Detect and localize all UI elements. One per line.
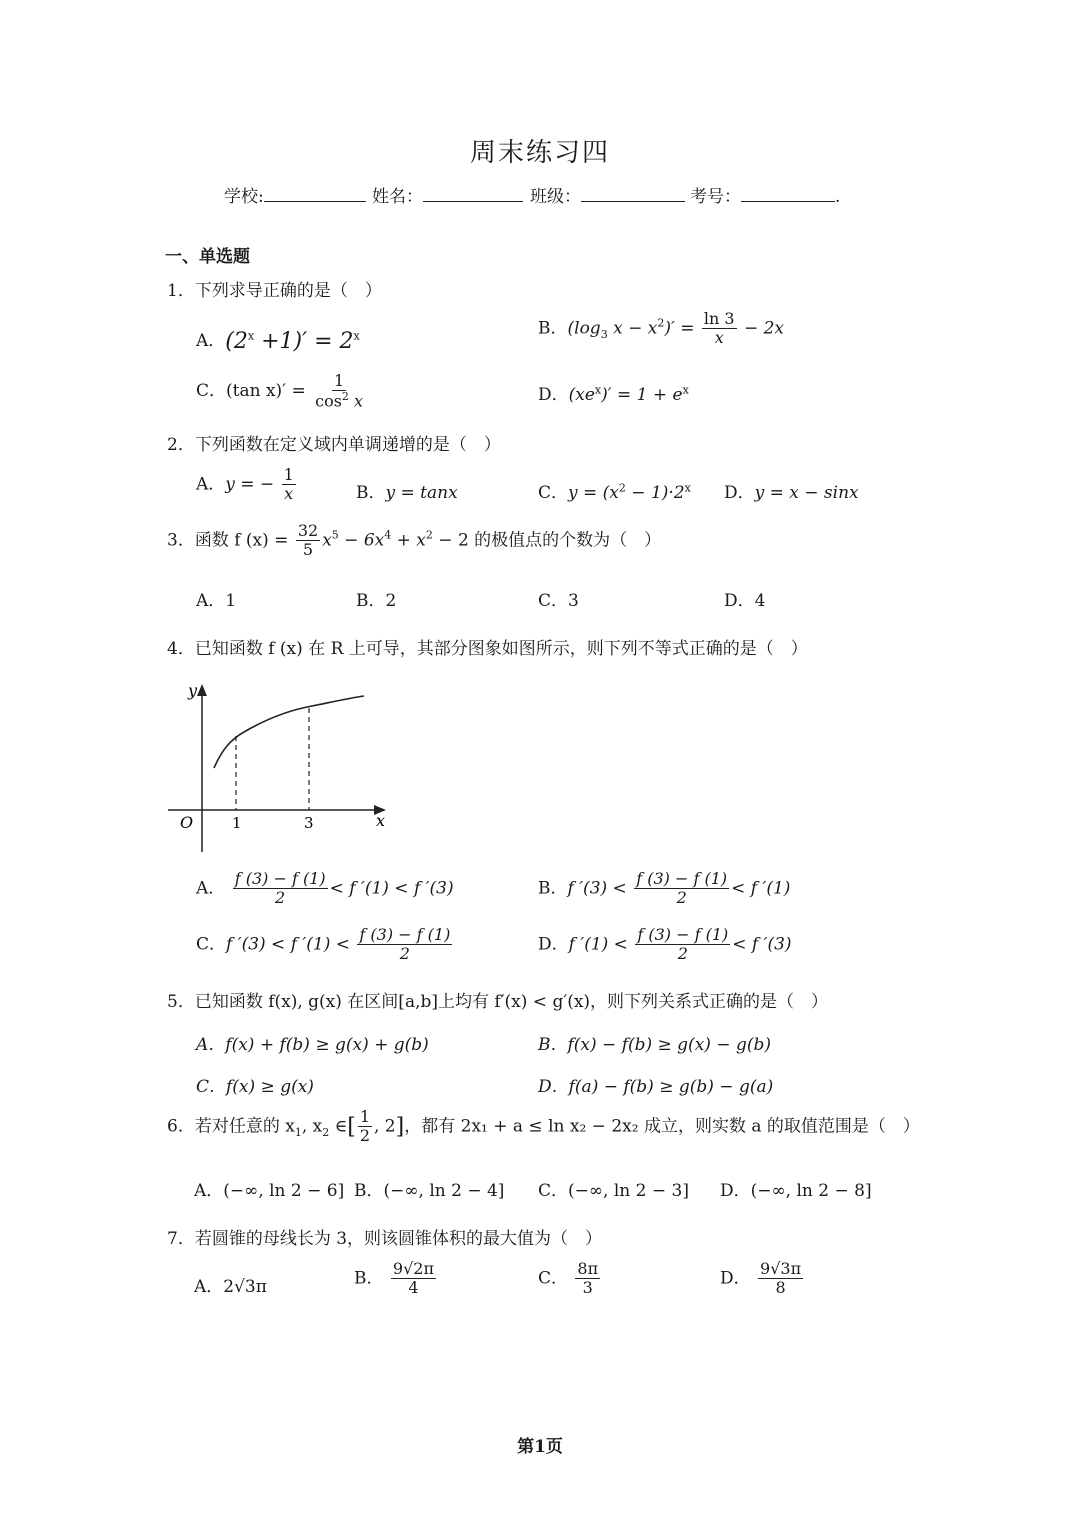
y-axis-arrow xyxy=(197,684,207,696)
q1-option-b: B．($\log_3$ $x - x^2)'$ = $\frac{\ln 3}{x}$ − 2x xyxy=(538,309,785,348)
exam-no-blank xyxy=(741,187,835,202)
q3-option-c: C．3 xyxy=(538,591,579,611)
q4-option-a: A． $\frac{f (3) - f (1)}{2}$ < f ′(1) < f ′(3) xyxy=(196,869,454,908)
q7-option-c: C． $\frac{8\pi}{3}$ xyxy=(538,1259,599,1298)
question-2-stem: 2．下列函数在定义域内单调递增的是（ ） xyxy=(167,435,501,455)
q6-option-c: C．(−∞, ln 2 − 3] xyxy=(538,1181,689,1201)
q4-option-b: B．f ′(3) < $\frac{f (3) - f (1)}{2}$ < f ′(1) xyxy=(538,869,791,908)
q6-option-d: D．(−∞, ln 2 − 8] xyxy=(720,1181,872,1201)
school-field xyxy=(224,182,366,207)
q2-option-d: D．y = x − sinx xyxy=(724,483,859,503)
q4-option-c: C．f ′(3) < f ′(1) < $\frac{f (3) - f (1)}{2}$ xyxy=(196,925,451,964)
q2-option-a: A．y = − $\frac{1}{x}$ xyxy=(196,465,294,504)
name-label: 姓名： xyxy=(372,187,423,207)
q2-option-c: C．$y = (x^2 - 1)\cdot 2^x$ xyxy=(538,481,691,503)
q5-option-d: D．f(a) − f(b) ≥ g(b) − g(a) xyxy=(538,1077,774,1097)
question-6-stem: 6．若对任意的 $x_1$, $x_2$ ∈[ $\frac{1}{2}$ , 2]，都有 2x₁ + a ≤ ln x₂ − 2x₂ 成立，则实数 a 的取值范围是（ ） xyxy=(167,1107,920,1146)
q3-option-a: A．1 xyxy=(196,591,237,611)
question-3-stem: 3．函数 f (x) = $\frac{32}{5}$ $x^5 - 6x^4 + x^2 - 2$ 的极值点的个数为（ ） xyxy=(167,521,662,560)
q5-option-b: B．f(x) − f(b) ≥ g(x) − g(b) xyxy=(538,1035,771,1055)
q4-option-d: D．f ′(1) < $\frac{f (3) - f (1)}{2}$ < f ′(3) xyxy=(538,925,792,964)
q1-option-c: C．(tan x)′ = $\frac{1}{\cos^2 x}$ xyxy=(196,371,364,411)
q7-option-a: A．2√3π xyxy=(194,1277,267,1297)
q2-option-b: B．y = tanx xyxy=(356,483,458,503)
school-blank xyxy=(264,187,366,202)
class-label: 班级： xyxy=(530,187,581,207)
q7-option-d: D． $\frac{9√3\pi}{8}$ xyxy=(720,1259,802,1298)
q1-option-d: D．$(xe^x)' = 1 + e^x$ xyxy=(538,383,689,405)
name-blank xyxy=(423,187,523,202)
q7-option-b: B． $\frac{9√2\pi}{4}$ xyxy=(354,1259,434,1298)
exam-no-label: 考号： xyxy=(690,187,741,207)
tick-3-label: 3 xyxy=(304,814,314,832)
q6-option-b: B．(−∞, ln 2 − 4] xyxy=(354,1181,505,1201)
q3-option-b: B．2 xyxy=(356,591,397,611)
exam-no-field xyxy=(690,182,840,207)
q3-option-d: D．4 xyxy=(724,591,766,611)
question-7-stem: 7．若圆锥的母线长为 3，则该圆锥体积的最大值为（ ） xyxy=(167,1229,603,1249)
function-graph xyxy=(160,676,400,856)
class-blank xyxy=(581,187,685,202)
y-label: y xyxy=(188,681,198,700)
question-4-stem: 4．已知函数 f (x) 在 R 上可导，其部分图象如图所示，则下列不等式正确的是（ ） xyxy=(167,639,808,659)
q1-option-a: A．$(2^x +1)' = 2^x$ xyxy=(196,329,360,354)
class-field xyxy=(530,182,685,207)
q6-option-a: A．(−∞, ln 2 − 6] xyxy=(194,1181,345,1201)
tick-1-label: 1 xyxy=(232,814,242,832)
page-number: 第1页 xyxy=(517,1437,563,1457)
question-1-stem: 1．下列求导正确的是（ ） xyxy=(167,281,382,301)
school-label: 学校: xyxy=(224,187,264,207)
q5-option-a: A．f(x) + f(b) ≥ g(x) + g(b) xyxy=(196,1035,429,1055)
end-mark: . xyxy=(835,187,841,207)
page-title: 周末练习四 xyxy=(469,138,610,168)
name-field xyxy=(372,182,523,207)
section-title: 一、单选题 xyxy=(165,247,250,267)
question-5-stem: 5．已知函数 f(x), g(x) 在区间[a,b]上均有 f′(x) < g′(x)，则下列关系式正确的是（ ） xyxy=(167,992,829,1012)
q5-option-c: C．f(x) ≥ g(x) xyxy=(196,1077,314,1097)
origin-label: O xyxy=(180,813,194,832)
x-label: x xyxy=(376,811,386,830)
